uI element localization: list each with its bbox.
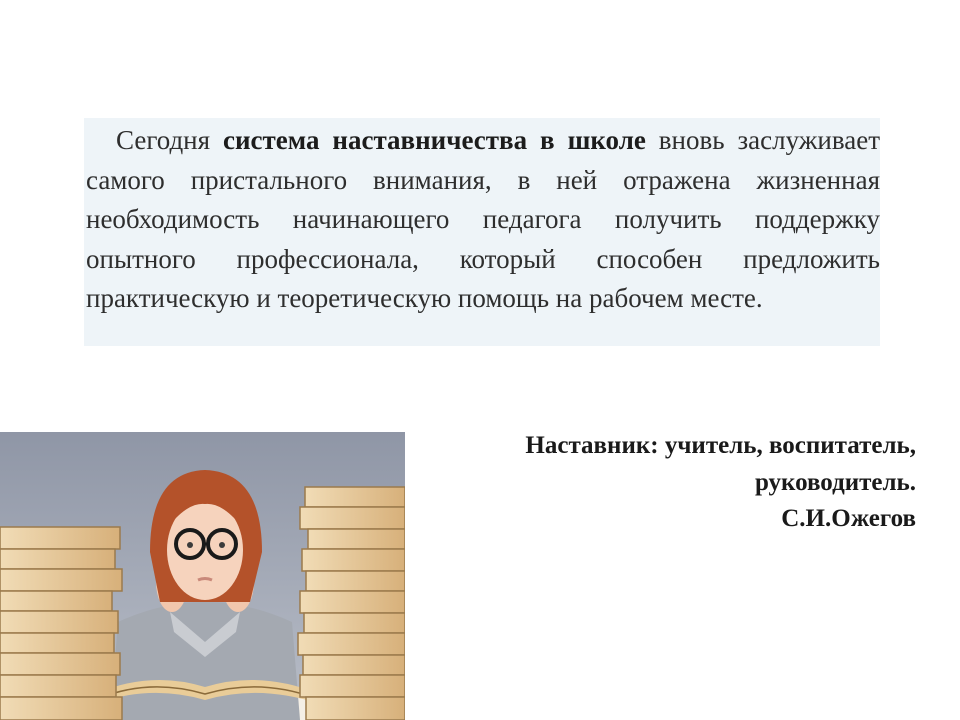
definition-source: С.И.Ожегов [781, 505, 916, 532]
quote-rest: вновь заслуживает самого пристального внимания, в ней отражена жизненная необходимость начинающего педагога получить поддержку опытного профессионала, который способен предложить практическую и теоретическую помощь на рабочем месте. [86, 125, 880, 314]
definition-line-1: Наставник: учитель, воспитатель, [525, 432, 916, 459]
quote-paragraph [86, 121, 880, 319]
mentor-definition [396, 428, 916, 538]
quote-emphasis: система наставничества в школе [223, 125, 646, 155]
quote-lead: Сегодня [116, 125, 211, 155]
teacher-with-books-photo [0, 432, 405, 720]
definition-line-2: руководитель. [754, 468, 916, 496]
